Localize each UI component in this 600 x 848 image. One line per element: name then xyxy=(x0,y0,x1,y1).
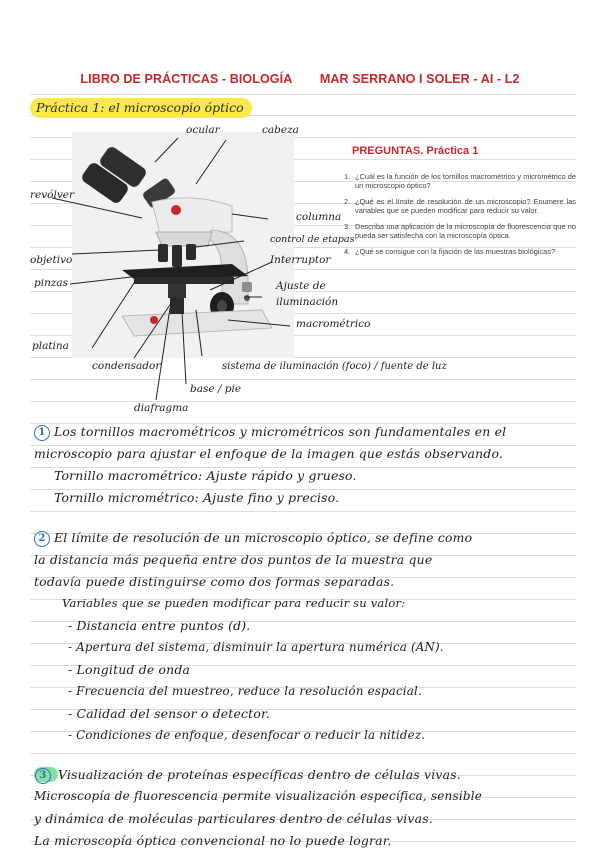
answer-2-line-4: Variables que se pueden modificar para reducir su valor: xyxy=(62,596,406,610)
answer-3-line-1: 3 Visualización de proteínas específicas dentro de células vivas. xyxy=(34,767,461,784)
header-author: MAR SERRANO I SOLER - AI - L2 xyxy=(319,72,520,86)
label-base-pie: base / pie xyxy=(190,383,242,395)
label-revolver: revólver xyxy=(30,189,75,201)
answer-3-line-3: y dinámica de moléculas particulares dentro de células vivas. xyxy=(34,811,433,826)
answer-2-line-1: 2 El límite de resolución de un microscopio óptico, se define como xyxy=(34,530,472,547)
label-ocular: ocular xyxy=(186,124,220,136)
answer-3-line-4: La microscopía óptica convencional no lo puede lograr. xyxy=(34,833,392,848)
question-item xyxy=(344,222,576,240)
label-columna: columna xyxy=(296,211,342,223)
question-text: ¿Qué es el límite de resolución de un microscopio? Enumere las variables que se pueden modificar para reducir su valor. xyxy=(355,197,576,215)
label-condensador: condensador xyxy=(92,360,161,372)
question-text: ¿Qué se consigue con la fijación de las muestras biológicas? xyxy=(355,247,556,256)
practice-title: Práctica 1: el microscopio óptico xyxy=(30,98,252,118)
answer-2-bullet-3: - Longitud de onda xyxy=(68,662,191,677)
answer-2-bullet-5: - Calidad del sensor o detector. xyxy=(68,706,270,721)
question-item xyxy=(344,172,576,190)
answer-1-line-2: microscopio para ajustar el enfoque de la imagen que estás observando. xyxy=(34,446,504,461)
answer-2-bullet-1: - Distancia entre puntos (d). xyxy=(68,618,251,633)
question-number: 2. xyxy=(344,197,351,206)
questions-list xyxy=(344,172,576,263)
answer-1-line-1: 1 Los tornillos macrométricos y micrométricos son fundamentales en el xyxy=(34,424,506,441)
answer-number: 2 xyxy=(34,531,50,547)
label-interruptor: Interruptor xyxy=(270,254,331,266)
label-sistema-iluminacion: sistema de iluminación (foco) / fuente de luz xyxy=(222,361,447,372)
answer-number: 3 xyxy=(35,768,51,784)
label-ajuste-2: iluminación xyxy=(276,296,339,308)
question-number: 4. xyxy=(344,247,351,256)
header-course: LIBRO DE PRÁCTICAS - BIOLOGÍA xyxy=(80,72,293,86)
answer-number: 1 xyxy=(34,425,50,441)
answer-2-bullet-2: - Apertura del sistema, disminuir la apertura numérica (AN). xyxy=(68,640,444,654)
answer-2-line-3: todavía puede distinguirse como dos formas separadas. xyxy=(34,574,395,589)
answer-2-bullet-4: - Frecuencia del muestreo, reduce la resolución espacial. xyxy=(68,684,422,698)
question-number: 3. xyxy=(344,222,351,231)
answer-1-line-3: Tornillo macrométrico: Ajuste rápido y grueso. xyxy=(54,468,357,483)
label-macrometrico: macrométrico xyxy=(296,318,371,330)
answer-1-line-4: Tornillo micrométrico: Ajuste fino y preciso. xyxy=(54,490,340,505)
questions-title: PREGUNTAS. Práctica 1 xyxy=(352,145,479,157)
answer-2-line-2: la distancia más pequeña entre dos puntos de la muestra que xyxy=(34,552,433,567)
label-ajuste-1: Ajuste de xyxy=(276,280,326,292)
label-diafragma: diafragma xyxy=(134,402,189,414)
question-text: ¿Cuál es la función de los tornillos macrométrico y micrométrico de un microscopio óptico? xyxy=(355,172,576,190)
answer-2-bullet-6: - Condiciones de enfoque, desenfocar o reducir la nitidez. xyxy=(68,728,426,742)
question-item xyxy=(344,197,576,215)
label-objetivo: objetivo xyxy=(30,254,73,266)
label-cabeza: cabeza xyxy=(262,124,299,136)
label-platina: platina xyxy=(32,340,69,352)
question-text: Describa una aplicación de la microscopía de fluorescencia que no pueda ser satisfecha con la microscopía óptica. xyxy=(355,222,576,240)
label-control-etapas: control de etapas xyxy=(270,234,355,245)
label-pinzas: pinzas xyxy=(34,277,69,289)
question-item xyxy=(344,247,576,256)
question-number: 1. xyxy=(344,172,351,181)
answer-3-line-2: Microscopía de fluorescencia permite visualización específica, sensible xyxy=(34,789,483,803)
